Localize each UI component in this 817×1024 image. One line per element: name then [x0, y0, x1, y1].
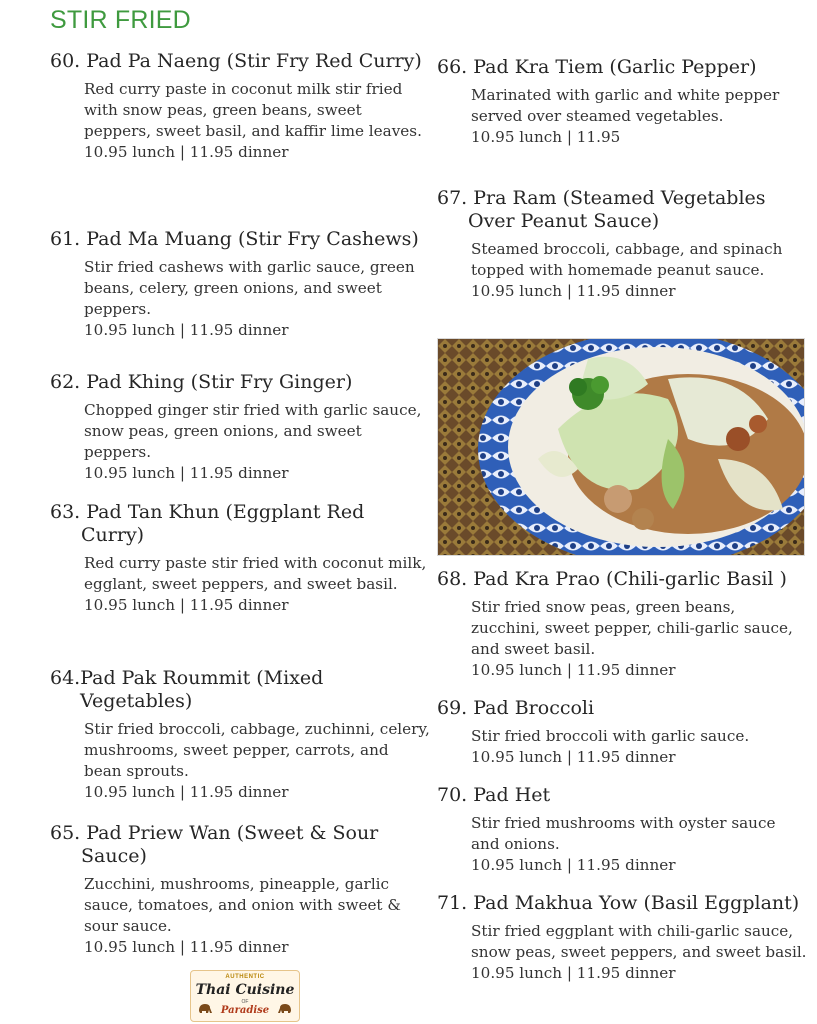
item-title: 65. Pad Priew Wan (Sweet & Sour Sauce) — [50, 822, 379, 867]
item-title: 60. Pad Pa Naeng (Stir Fry Red Curry) — [50, 50, 422, 72]
item-description: Marinated with garlic and white pepper served over steamed vegetables. — [471, 86, 780, 125]
item-title: 61. Pad Ma Muang (Stir Fry Cashews) — [50, 228, 419, 250]
item-price: 10.95 lunch | 11.95 — [471, 128, 621, 146]
item-price: 10.95 lunch | 11.95 dinner — [471, 748, 676, 766]
item-title: 63. Pad Tan Khun (Eggplant Red Curry) — [50, 501, 365, 546]
item-description: Stir fried mushrooms with oyster sauce and onions. — [471, 814, 776, 853]
item-title: 71. Pad Makhua Yow (Basil Eggplant) — [437, 892, 800, 914]
item-description: Red curry paste stir fried with coconut milk, egglant, sweet peppers, and sweet basil. — [84, 554, 427, 593]
item-price: 10.95 lunch | 11.95 dinner — [84, 938, 289, 956]
item-description: Stir fried cashews with garlic sauce, green beans, celery, green onions, and sweet peppers. — [84, 258, 415, 318]
item-title: 66. Pad Kra Tiem (Garlic Pepper) — [437, 56, 757, 78]
item-description: Steamed broccoli, cabbage, and spinach topped with homemade peanut sauce. — [471, 240, 783, 279]
menu-item-71 — [437, 892, 807, 984]
menu-item-66 — [437, 56, 807, 148]
item-description: Stir fried eggplant with chili-garlic sauce, snow peas, sweet peppers, and sweet basil. — [471, 922, 807, 961]
food-photo — [437, 338, 805, 556]
menu-item-69 — [437, 697, 807, 768]
item-price: 10.95 lunch | 11.95 dinner — [84, 321, 289, 339]
item-description: Stir fried broccoli, cabbage, zuchinni, celery, mushrooms, sweet pepper, carrots, and bean sprouts. — [84, 720, 430, 780]
menu-item-65 — [50, 822, 430, 958]
menu-item-68 — [437, 568, 807, 681]
item-description: Zucchini, mushrooms, pineapple, garlic sauce, tomatoes, and onion with sweet & sour sauce. — [84, 875, 401, 935]
item-description: Red curry paste in coconut milk stir fried with snow peas, green beans, sweet peppers, sweet basil, and kaffir lime leaves. — [84, 80, 422, 140]
item-title: 70. Pad Het — [437, 784, 551, 806]
item-title: 69. Pad Broccoli — [437, 697, 595, 719]
menu-item-61 — [50, 228, 430, 341]
menu-item-64 — [50, 667, 430, 803]
menu-item-62 — [50, 371, 430, 484]
item-description: Stir fried broccoli with garlic sauce. — [471, 727, 750, 745]
item-description: Stir fried snow peas, green beans, zucchini, sweet pepper, chili-garlic sauce, and sweet basil. — [471, 598, 793, 658]
elephant-icon — [197, 1001, 213, 1015]
logo-authentic-text: AUTHENTIC — [225, 974, 265, 980]
item-title: 62. Pad Khing (Stir Fry Ginger) — [50, 371, 353, 393]
item-price: 10.95 lunch | 11.95 dinner — [471, 282, 676, 300]
item-title: 68. Pad Kra Prao (Chili-garlic Basil ) — [437, 568, 787, 590]
stir-fry-dish-image — [438, 339, 804, 555]
item-price: 10.95 lunch | 11.95 dinner — [471, 964, 676, 982]
logo-paradise-text: Paradise — [220, 1005, 270, 1016]
item-price: 10.95 lunch | 11.95 dinner — [471, 856, 676, 874]
item-title: 67. Pra Ram (Steamed Vegetables Over Peanut Sauce) — [437, 187, 766, 232]
item-price: 10.95 lunch | 11.95 dinner — [84, 143, 289, 161]
section-title: STIR FRIED — [50, 6, 191, 34]
item-description: Chopped ginger stir fried with garlic sauce, snow peas, green onions, and sweet peppers. — [84, 401, 422, 461]
item-price: 10.95 lunch | 11.95 dinner — [84, 596, 289, 614]
menu-item-63 — [50, 501, 430, 616]
logo-of-text: OF — [241, 999, 249, 1005]
menu-item-67 — [437, 187, 807, 302]
elephant-icon — [277, 1001, 293, 1015]
item-title: 64.Pad Pak Roummit (Mixed Vegetables) — [50, 667, 324, 712]
logo-name-text: Thai Cuisine — [195, 982, 295, 998]
item-price: 10.95 lunch | 11.95 dinner — [84, 464, 289, 482]
item-price: 10.95 lunch | 11.95 dinner — [471, 661, 676, 679]
restaurant-logo — [190, 970, 300, 1022]
item-price: 10.95 lunch | 11.95 dinner — [84, 783, 289, 801]
menu-item-60 — [50, 50, 430, 163]
menu-item-70 — [437, 784, 807, 876]
